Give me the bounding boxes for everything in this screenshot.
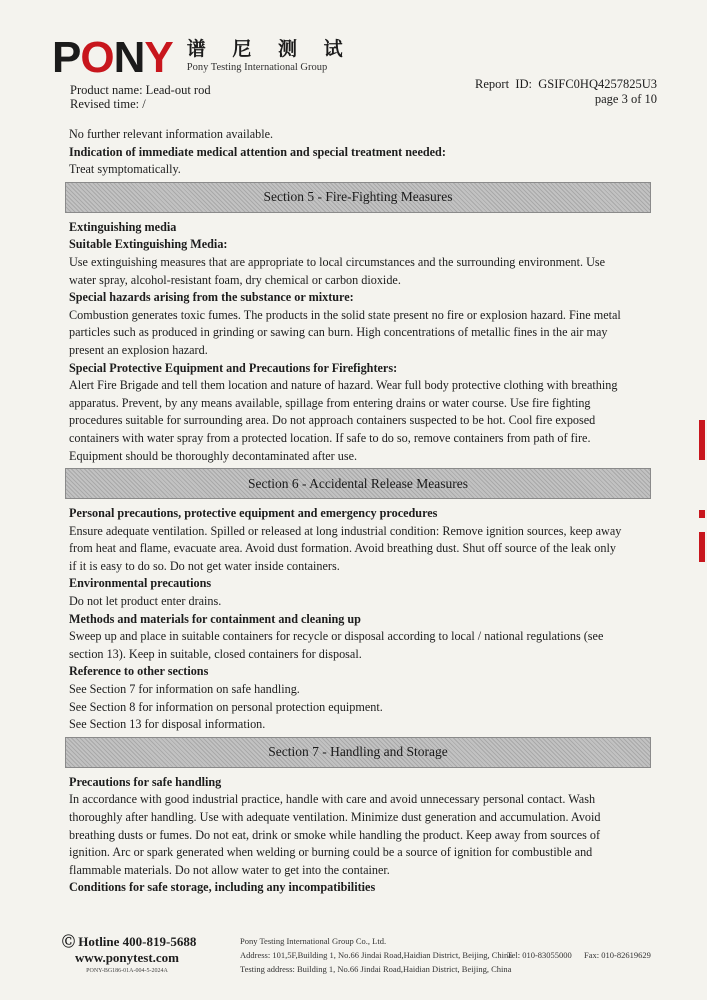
paragraph-line: Sweep up and place in suitable containers for recycle or disposal according to local / national regulations (see — [69, 629, 604, 644]
subheading: Conditions for safe storage, including any incompatibilities — [69, 880, 376, 895]
paragraph-line: ignition. Arc or spark generated when welding or burning could be a source of ignition for combustible and — [69, 845, 593, 860]
paragraph-line: flammable materials. Do not allow water to get into the container. — [69, 862, 390, 877]
paragraph-line: from heat and flame, evacuate area. Avoid dust formation. Avoid breathing dust. Shut off source of the leak only — [69, 541, 616, 556]
product-name: Product name: Lead-out rod — [70, 83, 211, 97]
paragraph-line: apparatus. Prevent, by any means available, spillage from entering drains or water course. Use fire fighting — [69, 395, 591, 410]
section-6-title: Section 6 - Accidental Release Measures — [247, 475, 469, 491]
document-body — [69, 126, 654, 897]
paragraph-line: breathing dusts or fumes. Do not eat, drink or smoke while handling the product. Keep away from sources of — [69, 827, 601, 842]
paragraph-line: Ensure adequate ventilation. Spilled or released at long industrial condition: Remove ignition sources, keep away — [69, 523, 622, 538]
subheading: Special Protective Equipment and Precautions for Firefighters: — [69, 360, 398, 375]
paragraph-line: See Section 7 for information on safe handling. — [69, 682, 300, 697]
report-id: Report ID: GSIFC0HQ4257825U3 — [475, 77, 657, 91]
paragraph-line: See Section 8 for information on personal protection equipment. — [69, 699, 383, 714]
section-5-header — [65, 182, 651, 213]
subheading: Extinguishing media — [69, 219, 177, 234]
logo-mark: PONY — [52, 33, 173, 82]
footer-address — [240, 934, 680, 976]
logo-chinese-name: 谱 尼 测 试 — [186, 38, 353, 60]
paragraph-line: if it is easy to do so. Do not get water inside containers. — [69, 558, 340, 573]
section-6-header — [65, 468, 651, 499]
seal-fragment — [699, 420, 705, 460]
hotline: Ⓒ Hotline 400-819-5688 — [62, 934, 197, 949]
paragraph-line: Do not let product enter drains. — [69, 594, 222, 609]
website-link[interactable]: www.ponytest.com — [75, 950, 179, 965]
intro-heading: Indication of immediate medical attention and special treatment needed: — [69, 144, 446, 159]
intro-line: Treat symptomatically. — [69, 162, 181, 177]
testing-address: Testing address: Building 1, No.66 Jindai Road,Haidian District, Beijing, China — [240, 964, 512, 974]
seal-fragment — [699, 532, 705, 562]
subheading: Special hazards arising from the substance or mixture: — [69, 290, 354, 305]
company-name: Pony Testing International Group Co., Ltd. — [240, 936, 387, 946]
paragraph-line: Use extinguishing measures that are appropriate to local circumstances and the surrounding environment. Use — [69, 254, 606, 269]
paragraph-line: procedures suitable for surrounding area. Do not approach containers suspected to be hot. Cool fire exposed — [69, 413, 596, 428]
revised-time: Revised time: / — [70, 97, 146, 111]
paragraph-line: Alert Fire Brigade and tell them location and nature of hazard. Wear full body protective clothing with breathing — [69, 378, 618, 393]
section-5-title: Section 5 - Fire-Fighting Measures — [263, 189, 453, 205]
paragraph-line: Combustion generates toxic fumes. The products in the solid state present no fire or explosion hazard. Fine metal — [69, 307, 621, 322]
paragraph-line: section 13). Keep in suitable, closed containers for disposal. — [69, 646, 362, 661]
address: Address: 101,5F,Building 1, No.66 Jindai Road,Haidian District, Beijing, China — [240, 950, 513, 960]
seal-fragment — [699, 510, 705, 518]
subheading: Personal precautions, protective equipment and emergency procedures — [69, 506, 438, 521]
page-number: page 3 of 10 — [594, 92, 657, 106]
fax: Fax: 010-82619629 — [584, 950, 651, 960]
subheading: Precautions for safe handling — [69, 774, 222, 789]
paragraph-line: Equipment should be thoroughly decontaminated after use. — [69, 448, 358, 463]
paragraph-line: water spray, alcohol-resistant foam, dry chemical or carbon dioxide. — [69, 272, 401, 287]
subheading: Methods and materials for containment and cleaning up — [69, 611, 361, 626]
subheading: Environmental precautions — [69, 576, 212, 591]
section-7-header — [65, 737, 651, 768]
subheading: Suitable Extinguishing Media: — [69, 237, 228, 252]
telephone: Tel: 010-83055000 — [507, 950, 572, 960]
footer-contact — [62, 934, 197, 976]
intro-line: No further relevant information available. — [69, 127, 274, 141]
paragraph-line: In accordance with good industrial practice, handle with care and avoid unnecessary personal contact. Wash — [69, 792, 596, 807]
paragraph-line: containers with water spray from a protected location. If safe to do so, remove containers from path of fire. — [69, 430, 591, 445]
paragraph-line: thoroughly after handling. Use with adequate ventilation. Minimize dust generation and accumulation. Avoid — [69, 810, 601, 824]
paragraph-line: See Section 13 for disposal information. — [69, 717, 266, 732]
subheading: Reference to other sections — [69, 664, 209, 679]
paragraph-line: present an explosion hazard. — [69, 342, 208, 357]
document-number: PONY-BG186-01A-004-5-2024A — [86, 968, 168, 974]
section-7-title: Section 7 - Handling and Storage — [268, 744, 448, 760]
company-logo — [52, 33, 353, 82]
paragraph-line: particles such as produced in grinding or sawing can burn. High concentrations of metallic fines in the air may — [69, 325, 608, 340]
logo-english-name: Pony Testing International Group — [186, 62, 328, 73]
